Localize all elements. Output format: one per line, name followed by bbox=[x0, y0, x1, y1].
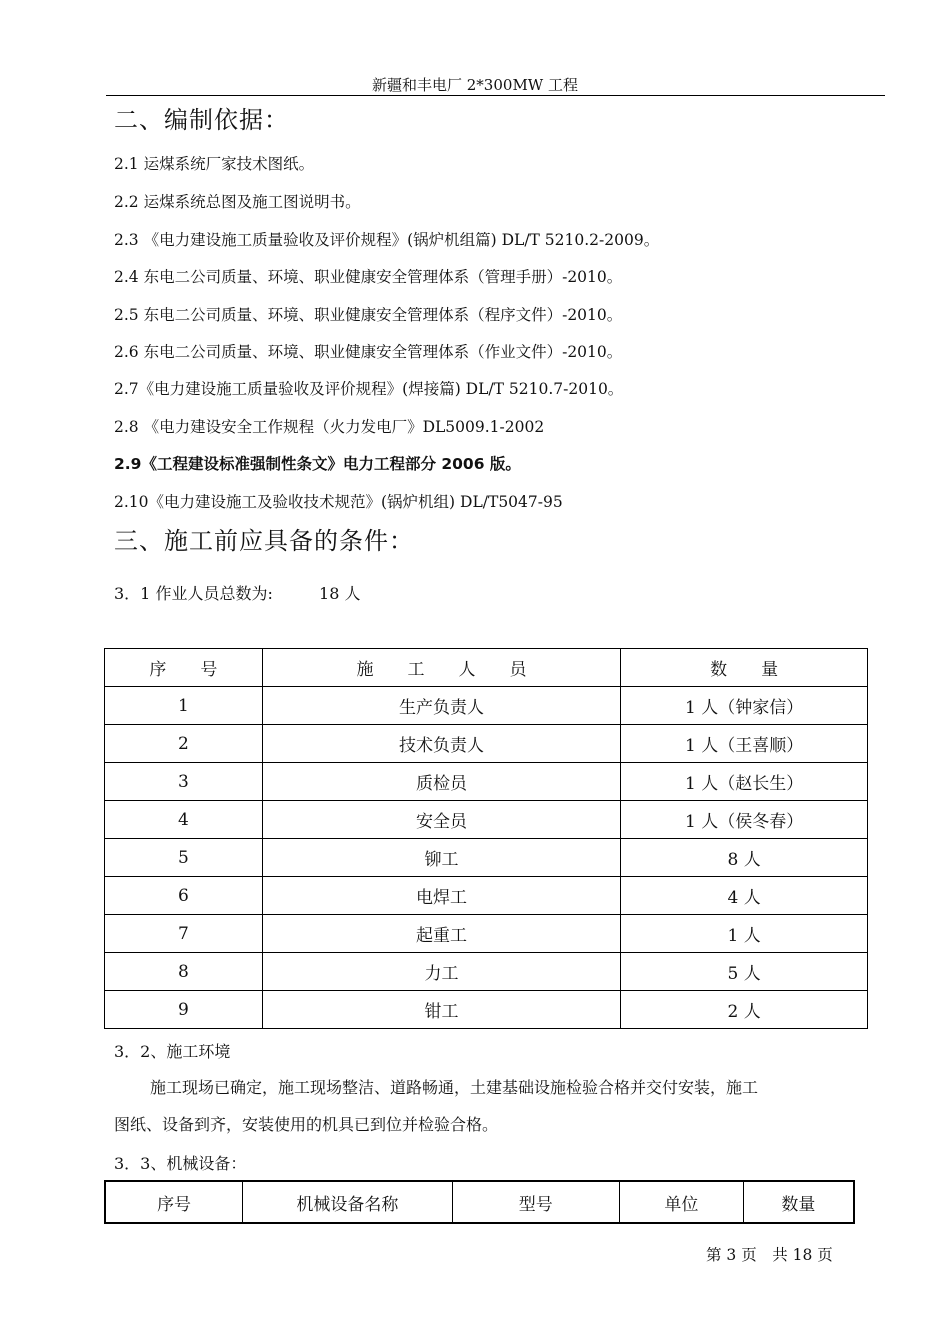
reference-item: 2.2 运煤系统总图及施工图说明书。 bbox=[114, 193, 361, 211]
reference-item: 2.5 东电二公司质量、环境、职业健康安全管理体系（程序文件）-2010。 bbox=[114, 306, 623, 324]
table-row bbox=[105, 763, 868, 801]
cell-quantity: 1 人（钟家信） bbox=[621, 687, 868, 725]
staff-table bbox=[104, 648, 868, 1029]
cell-quantity: 1 人 bbox=[621, 915, 868, 953]
col-header-model: 型号 bbox=[452, 1181, 620, 1223]
machine-table bbox=[104, 1180, 855, 1224]
env-paragraph-line-2: 图纸、设备到齐，安装使用的机具已到位并检验合格。 bbox=[114, 1115, 499, 1134]
section-title-conditions: 三、施工前应具备的条件： bbox=[114, 527, 414, 555]
reference-item: 2.10《电力建设施工及验收技术规范》(锅炉机组) DL/T5047-95 bbox=[114, 493, 563, 511]
reference-item: 2.9《工程建设标准强制性条文》电力工程部分 2006 版。 bbox=[114, 455, 521, 473]
page-header: 新疆和丰电厂 2*300MW 工程 bbox=[372, 76, 578, 94]
table-row bbox=[105, 687, 868, 725]
cell-index: 4 bbox=[105, 801, 263, 839]
table-row bbox=[105, 839, 868, 877]
col-header-index: 序号 bbox=[105, 1181, 243, 1223]
cell-quantity: 1 人（侯冬春） bbox=[621, 801, 868, 839]
cell-quantity: 4 人 bbox=[621, 877, 868, 915]
reference-item: 2.6 东电二公司质量、环境、职业健康安全管理体系（作业文件）-2010。 bbox=[114, 343, 623, 361]
col-header-personnel: 施 工 人 员 bbox=[262, 649, 620, 687]
staff-count-value: 18 人 bbox=[319, 584, 361, 603]
cell-role: 安全员 bbox=[262, 801, 620, 839]
cell-quantity: 2 人 bbox=[621, 991, 868, 1029]
col-header-quantity: 数量 bbox=[743, 1181, 854, 1223]
table-row bbox=[105, 725, 868, 763]
env-paragraph-line-1: 施工现场已确定，施工现场整洁、道路畅通，土建基础设施检验合格并交付安装，施工 bbox=[150, 1078, 759, 1097]
section-title-basis: 二、编制依据： bbox=[114, 106, 289, 134]
machine-subtitle: 3．3、机械设备： bbox=[114, 1154, 247, 1173]
cell-role: 起重工 bbox=[262, 915, 620, 953]
reference-item: 2.1 运煤系统厂家技术图纸。 bbox=[114, 155, 315, 173]
table-row bbox=[105, 991, 868, 1029]
table-row bbox=[105, 801, 868, 839]
cell-role: 技术负责人 bbox=[262, 725, 620, 763]
cell-index: 5 bbox=[105, 839, 263, 877]
cell-index: 6 bbox=[105, 877, 263, 915]
cell-role: 铆工 bbox=[262, 839, 620, 877]
cell-index: 1 bbox=[105, 687, 263, 725]
reference-item: 2.7《电力建设施工质量验收及评价规程》(焊接篇) DL/T 5210.7-2010。 bbox=[114, 380, 624, 398]
table-header-row bbox=[105, 1181, 854, 1223]
col-header-index: 序 号 bbox=[105, 649, 263, 687]
staff-count-label: 3．1 作业人员总数为: bbox=[114, 584, 273, 603]
col-header-quantity: 数 量 bbox=[621, 649, 868, 687]
table-row bbox=[105, 877, 868, 915]
cell-index: 8 bbox=[105, 953, 263, 991]
page-number: 第 3 页 共 18 页 bbox=[706, 1246, 833, 1264]
table-header-row bbox=[105, 649, 868, 687]
cell-index: 7 bbox=[105, 915, 263, 953]
cell-index: 9 bbox=[105, 991, 263, 1029]
cell-role: 电焊工 bbox=[262, 877, 620, 915]
cell-role: 力工 bbox=[262, 953, 620, 991]
reference-item: 2.3 《电力建设施工质量验收及评价规程》(锅炉机组篇) DL/T 5210.2-2009。 bbox=[114, 231, 660, 249]
cell-quantity: 1 人（赵长生） bbox=[621, 763, 868, 801]
header-divider bbox=[106, 95, 885, 96]
reference-item: 2.4 东电二公司质量、环境、职业健康安全管理体系（管理手册）-2010。 bbox=[114, 268, 623, 286]
cell-index: 3 bbox=[105, 763, 263, 801]
cell-quantity: 8 人 bbox=[621, 839, 868, 877]
cell-index: 2 bbox=[105, 725, 263, 763]
cell-role: 钳工 bbox=[262, 991, 620, 1029]
staff-count-line bbox=[114, 581, 360, 604]
cell-role: 生产负责人 bbox=[262, 687, 620, 725]
col-header-equipment-name: 机械设备名称 bbox=[243, 1181, 452, 1223]
env-subtitle: 3．2、施工环境 bbox=[114, 1042, 231, 1061]
col-header-unit: 单位 bbox=[620, 1181, 744, 1223]
cell-role: 质检员 bbox=[262, 763, 620, 801]
reference-item: 2.8 《电力建设安全工作规程（火力发电厂》DL5009.1-2002 bbox=[114, 418, 545, 436]
table-row bbox=[105, 953, 868, 991]
table-row bbox=[105, 915, 868, 953]
cell-quantity: 1 人（王喜顺） bbox=[621, 725, 868, 763]
cell-quantity: 5 人 bbox=[621, 953, 868, 991]
